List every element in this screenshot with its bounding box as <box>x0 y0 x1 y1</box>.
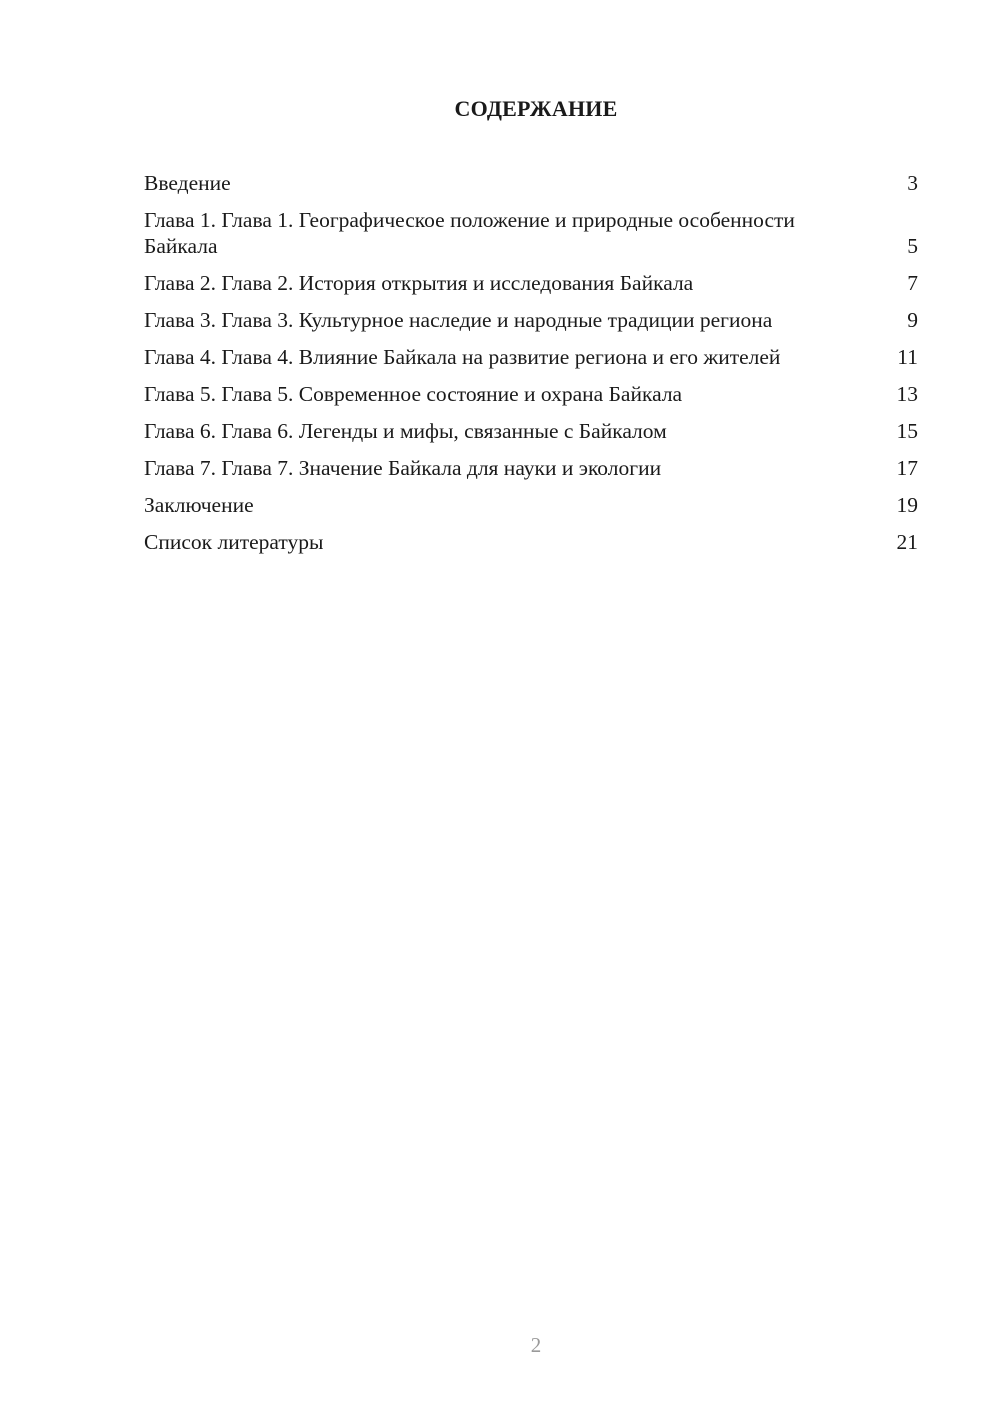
toc-entry <box>144 455 918 481</box>
toc-entry-title: Введение <box>144 171 231 195</box>
toc-entry <box>144 307 918 333</box>
toc-entry <box>144 270 918 296</box>
page-number: 2 <box>530 1333 542 1357</box>
toc-entry-title: Заключение <box>144 493 254 517</box>
toc-entry-page: 7 <box>907 271 918 295</box>
toc-entry <box>144 492 918 518</box>
toc-entry-title: Глава 6. Глава 6. Легенды и мифы, связанные с Байкалом <box>144 419 667 443</box>
toc-entry-page: 13 <box>896 382 918 406</box>
toc-entry-title: Глава 5. Глава 5. Современное состояние и охрана Байкала <box>144 382 683 406</box>
page-title: СОДЕРЖАНИЕ <box>454 96 618 121</box>
toc-entry <box>144 381 918 407</box>
toc-entry-page: 5 <box>907 234 918 258</box>
toc-entry <box>144 529 918 555</box>
toc-entry <box>144 170 918 196</box>
toc-entry-page: 15 <box>896 419 918 443</box>
toc-entry-title: Глава 2. Глава 2. История открытия и исследования Байкала <box>144 271 694 295</box>
toc-entry <box>144 344 918 370</box>
toc-entry <box>144 207 918 259</box>
toc-entry-page: 17 <box>896 456 918 480</box>
toc-entry-page: 19 <box>896 493 918 517</box>
toc-entry-title: Глава 1. Глава 1. Географическое положение и природные особенности Байкала <box>144 208 795 258</box>
toc-entry-page: 11 <box>897 345 918 369</box>
toc-entry-page: 21 <box>896 530 918 554</box>
toc-entry-page: 9 <box>907 308 918 332</box>
toc-entry-title: Глава 3. Глава 3. Культурное наследие и народные традиции региона <box>144 308 773 332</box>
toc-entry-title: Глава 7. Глава 7. Значение Байкала для науки и экологии <box>144 456 662 480</box>
toc-entry-title: Список литературы <box>144 530 324 554</box>
toc-entry-page: 3 <box>907 171 918 195</box>
toc-entry-title: Глава 4. Глава 4. Влияние Байкала на развитие региона и его жителей <box>144 345 781 369</box>
table-of-contents <box>144 170 918 566</box>
toc-entry <box>144 418 918 444</box>
